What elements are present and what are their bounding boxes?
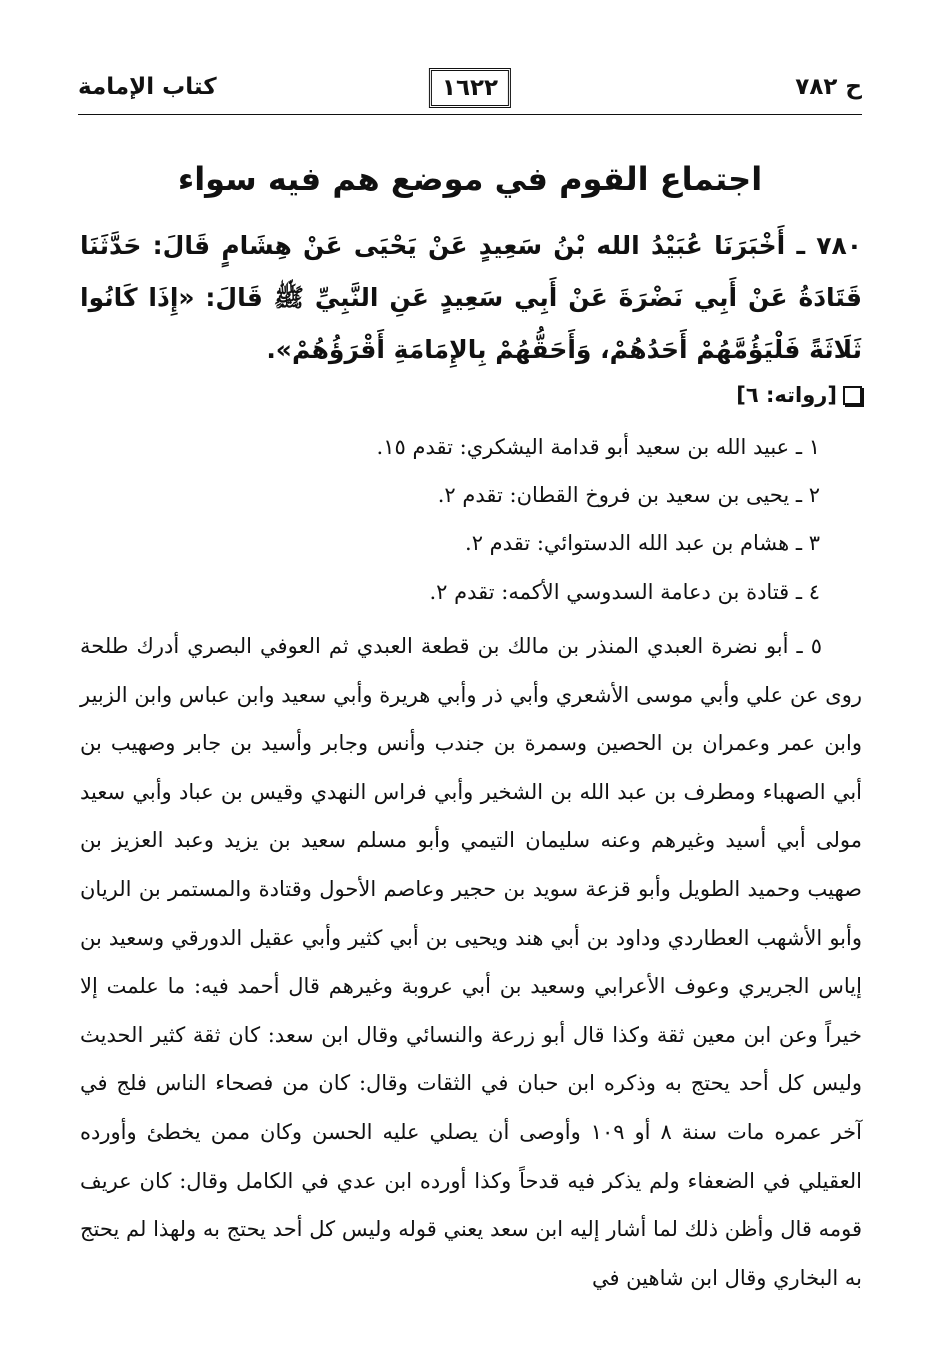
book-name: كتاب الإمامة [78, 74, 217, 100]
narrator-item: ٤ ـ قتادة بن دعامة السدوسي الأكمه: تقدم ٢. [429, 580, 820, 604]
narrators-heading-label: [رواته: ٦] [736, 383, 837, 407]
narrator-item: ٢ ـ يحيى بن سعيد بن فروخ القطان: تقدم ٢. [437, 483, 820, 507]
hadith-text: ٧٨٠ ـ أَخْبَرَنَا عُبَيْدُ الله بْنُ سَعِيدٍ عَنْ يَحْيَى عَنْ هِشَامٍ قَالَ: حَدَّثَنَا قَتَادَةُ عَنْ أَبِي نَضْرَةَ عَنْ أَبِي سَعِيدٍ عَنِ النَّبِيِّ ﷺ قَالَ: «إِذَا كَانُوا ثَلَاثَةً فَلْيَؤُمَّهُمْ أَحَدُهُمْ، وَأَحَقُّهُمْ بِالإِمَامَةِ أَقْرَؤُهُمْ». [80, 231, 862, 364]
narrators-heading [736, 383, 862, 407]
chapter-title: اجتماع القوم في موضع هم فيه سواء [177, 160, 763, 198]
square-bullet-icon [843, 386, 862, 405]
narrator-item: ٣ ـ هشام بن عبد الله الدستوائي: تقدم ٢. [465, 531, 820, 555]
header-divider [78, 114, 862, 115]
biography-text: ٥ ـ أبو نضرة العبدي المنذر بن مالك بن قطعة العبدي ثم العوفي البصري أدرك طلحة روى عن علي وأبي موسى الأشعري وأبي ذر وأبي هريرة وأبي سعيد وابن عباس وابن الزبير وابن عمر وعمران بن الحصين وسمرة بن جندب وأنس وجابر وأسيد بن جابر وصهيب بن أبي الصهباء ومطرف بن عبد الله بن الشخير وأبي فراس النهدي وقيس بن عباد وأبي سعيد مولى أبي أسيد وغيرهم وعنه سليمان التيمي وأبو مسلم سعيد بن يزيد وعبد العزيز بن صهيب وحميد الطويل وأبو قزعة سويد بن حجير وعاصم الأحول وقتادة والمستمر بن الريان وأبو الأشهب العطاردي وداود بن أبي هند ويحيى بن أبي كثير وأبي عقيل الدورقي وسعيد بن إياس الجريري وعوف الأعرابي وسعيد بن أبي عروبة وغيرهم قال أحمد فيه: ما علمت إلا خيراً وعن ابن معين ثقة وكذا قال أبو زرعة والنسائي وقال ابن سعد: كان ثقة كثير الحديث وليس كل أحد يحتج به وذكره ابن حبان في الثقات وقال: كان من فصحاء الناس فلج في آخر عمره مات سنة ٨ أو ١٠٩ وأوصى أن يصلي عليه الحسن وكان ممن يخطئ وأورده العقيلي في الضعفاء ولم يذكر فيه قدحاً وكذا أورده ابن عدي في الكامل وقال: كان عريف قومه قال وأظن ذلك لما أشار إليه ابن سعد يعني قوله وليس كل أحد يحتج به ولهذا لم يحتج به البخاري وقال ابن شاهين في [80, 634, 862, 1290]
narrator-item: ١ ـ عبيد الله بن سعيد أبو قدامة اليشكري: تقدم ١٥. [376, 435, 820, 459]
page-number: ١٦٢٢ [429, 68, 511, 108]
narrator-biography [80, 622, 862, 1302]
hadith-reference: ح ٧٨٢ [795, 74, 862, 100]
running-header [78, 68, 862, 108]
